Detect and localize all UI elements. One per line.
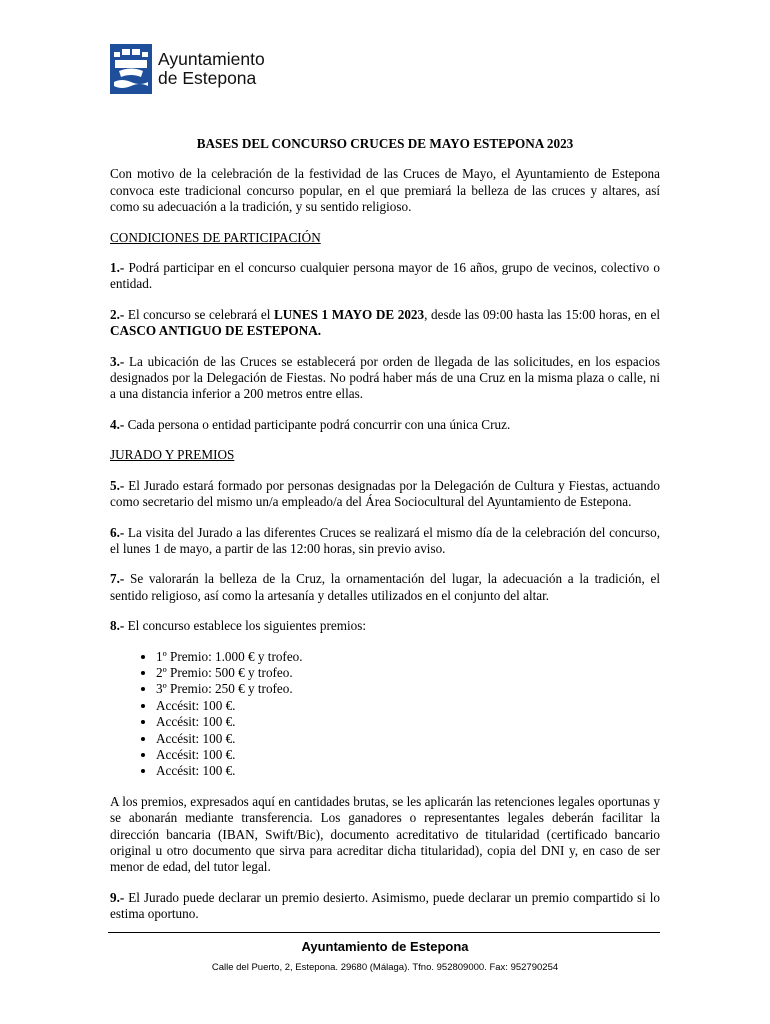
clause-6: [110, 525, 660, 558]
clause-number: 1.-: [110, 260, 125, 276]
document-title: BASES DEL CONCURSO CRUCES DE MAYO ESTEPONA 2023: [196, 136, 574, 151]
clause-text: La visita del Jurado a las diferentes Cruces se realizará el mismo día de la celebración del concurso, el lunes 1 de mayo, a partir de las 12:00 horas, sin previo aviso.: [110, 524, 660, 556]
clause-number: 3.-: [110, 353, 125, 369]
clause-number: 8.-: [110, 618, 125, 634]
footer-title: Ayuntamiento de Estepona: [301, 939, 469, 954]
prize-item: • Accésit: 100 €.: [156, 714, 660, 730]
event-date: LUNES 1 MAYO DE 2023: [273, 306, 425, 322]
prize-item: • Accésit: 100 €.: [156, 698, 660, 714]
logo-line-2: de Estepona: [158, 68, 257, 88]
coat-of-arms-icon: [110, 44, 152, 94]
prize-item: • 2º Premio: 500 € y trofeo.: [156, 665, 660, 681]
clause-number: 4.-: [110, 416, 125, 432]
clause-3: [110, 354, 660, 403]
clause-text: El concurso se celebrará el: [124, 306, 274, 322]
logo-line-1: Ayuntamiento: [158, 49, 265, 69]
prize-item: • Accésit: 100 €.: [156, 763, 660, 779]
clause-7: [110, 571, 660, 604]
clause-text: , desde las 09:00 hasta las 15:00 horas, en el: [424, 306, 660, 322]
section-heading-jury: JURADO Y PREMIOS: [110, 447, 235, 463]
clause-text: Cada persona o entidad participante podrá concurrir con una única Cruz.: [124, 416, 511, 432]
document-body: [110, 136, 660, 937]
prizes-note: A los premios, expresados aquí en cantidades brutas, se les aplicarán las retenciones legales oportunas y se abonarán mediante transferencia. Los ganadores o representantes legales deberán facilitar la dirección bancaria (IBAN, Swift/Bic), documento acreditativo de titularidad (certificado bancario original u otro documento que sirva para acreditar dicha titularidad), copia del DNI y, en caso de ser menor de edad, del tutor legal.: [110, 793, 660, 875]
intro-paragraph: Con motivo de la celebración de la festividad de las Cruces de Mayo, el Ayuntamiento de Estepona convoca este tradicional concurso popular, en el que premiará la belleza de las cruces y altares, así como su adecuación a la tradición, y su sentido religioso.: [110, 166, 660, 215]
prize-item: • 3º Premio: 250 € y trofeo.: [156, 681, 660, 697]
clause-text: Podrá participar en el concurso cualquier persona mayor de 16 años, grupo de vecinos, colectivo o entidad.: [110, 260, 660, 292]
prize-item: • Accésit: 100 €.: [156, 747, 660, 763]
clause-text: El Jurado puede declarar un premio desierto. Asimismo, puede declarar un premio compartido si lo estima oportuno.: [110, 889, 660, 922]
clause-number: 7.-: [110, 571, 125, 587]
clause-5: [110, 478, 660, 511]
footer-divider: [108, 932, 660, 933]
clause-4: [110, 417, 660, 433]
event-location: CASCO ANTIGUO DE ESTEPONA.: [110, 323, 322, 339]
prize-item: • Accésit: 100 €.: [156, 731, 660, 747]
clause-1: [110, 260, 660, 293]
prize-list: [110, 649, 660, 780]
clause-text: El Jurado estará formado por personas designadas por la Delegación de Cultura y Fiestas, actuando como secretario del mismo un/a empleado/a del Área Sociocultural del Ayuntamiento de Estepona.: [110, 477, 660, 510]
clause-text: Se valorarán la belleza de la Cruz, la ornamentación del lugar, la adecuación a la tradición, el sentido religioso, así como la artesanía y detalles utilizados en el conjunto del altar.: [110, 571, 660, 603]
clause-8: [110, 618, 660, 634]
ayuntamiento-logo: [110, 44, 265, 94]
clause-2: [110, 307, 660, 340]
clause-9: [110, 890, 660, 923]
clause-number: 9.-: [110, 889, 125, 905]
footer-address: Calle del Puerto, 2, Estepona. 29680 (Málaga). Tfno. 952809000. Fax: 952790254: [211, 962, 559, 973]
section-heading-conditions: CONDICIONES DE PARTICIPACIÓN: [110, 229, 321, 245]
clause-number: 5.-: [110, 477, 125, 493]
clause-number: 2.-: [110, 306, 125, 322]
clause-text: La ubicación de las Cruces se establecerá por orden de llegada de las solicitudes, en los espacios designados por la Delegación de Fiestas. No podrá haber más de una Cruz en la misma plaza o calle, ni a una distancia inferior a 200 metros entre ellas.: [110, 353, 660, 402]
prize-item: • 1º Premio: 1.000 € y trofeo.: [156, 649, 660, 665]
clause-text: El concurso establece los siguientes premios:: [124, 618, 367, 634]
clause-number: 6.-: [110, 524, 125, 540]
